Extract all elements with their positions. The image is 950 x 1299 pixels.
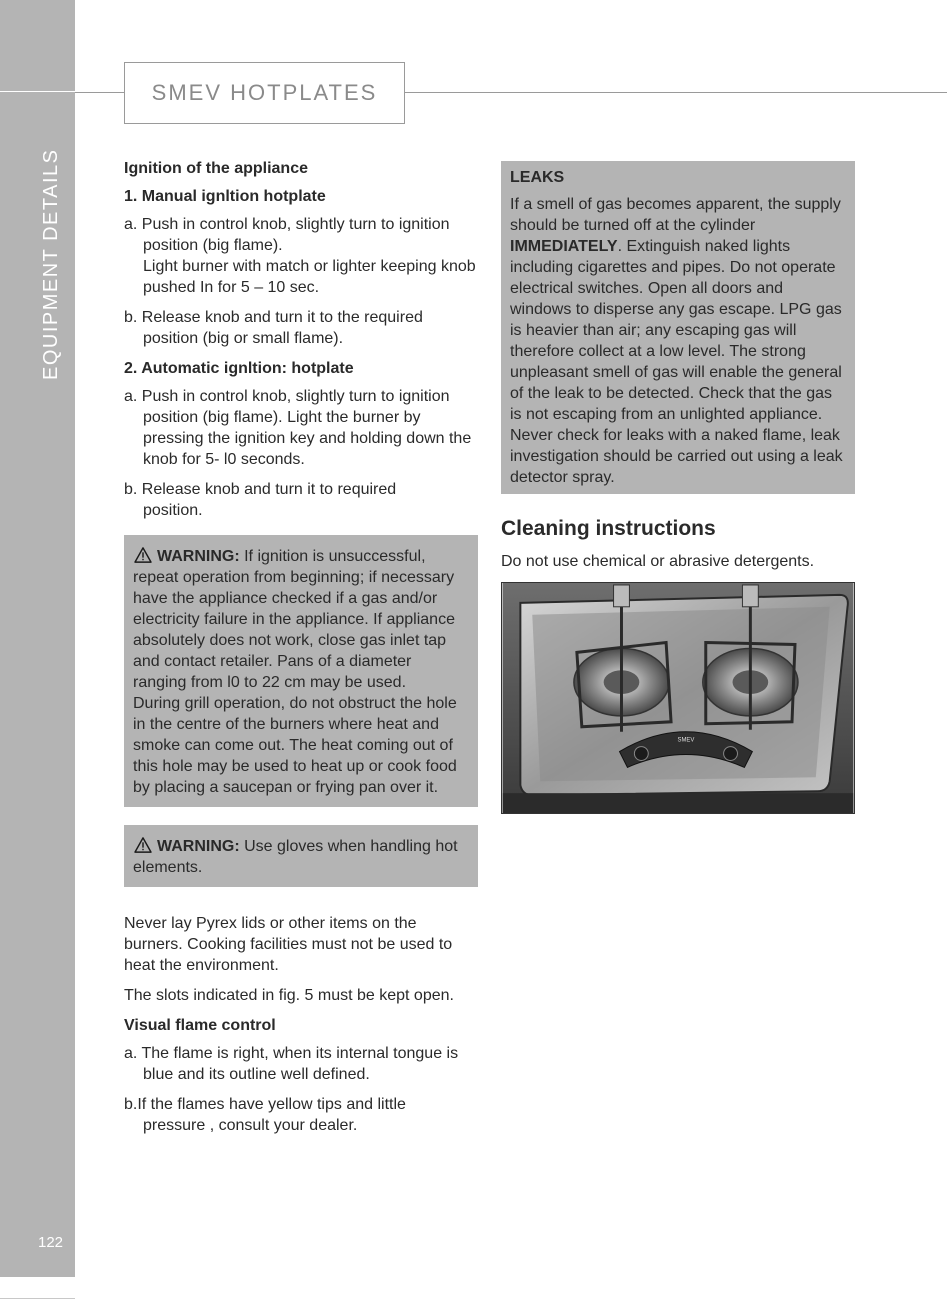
sidebar <box>0 0 75 1277</box>
visual-step-a <box>124 1043 478 1085</box>
visual-step-a-lead: a. The flame is right, when its internal tongue is <box>124 1045 459 1062</box>
page-title: SMEV HOTPLATES <box>151 80 378 105</box>
leaks-text <box>510 194 846 488</box>
manual-step-b <box>124 307 478 349</box>
warning-box-gloves <box>124 825 478 887</box>
warning-gloves-body: Use gloves when handling hot elements. <box>133 838 458 876</box>
warning-ignition-body: If ignition is unsuccessful, repeat operation from beginning; if necessary have the appliance checked if a gas and/or electricity failure in the appliance. If appliance absolutely does not work, close gas inlet tap and contact retailer. Pans of a diameter ranging from l0 to 22 cm may be used. <box>133 548 455 691</box>
manual-step-a-cont1: position (big flame). <box>143 237 283 254</box>
visual-step-b <box>124 1094 478 1136</box>
manual-step-a-cont2: Light burner with match or lighter keeping knob pushed In for 5 – 10 sec. <box>143 258 476 296</box>
visual-step-a-cont: blue and its outline well defined. <box>143 1066 370 1083</box>
warning-triangle-icon <box>133 547 153 563</box>
visual-step-b-lead: b.If the flames have yellow tips and little <box>124 1096 406 1113</box>
sidebar-divider <box>0 91 75 92</box>
warning-grill-body: During grill operation, do not obstruct the hole in the centre of the burners where heat and smoke can come out. The heat coming out of this hole may be used to heat up or cook food by placing a saucepan or frying pan over it. <box>133 695 457 796</box>
hinge-left <box>614 585 630 607</box>
sidebar-section-title: EQUIPMENT DETAILS <box>40 148 62 380</box>
page-number: 122 <box>38 1234 64 1251</box>
leaks-text-part2: . Extinguish naked lights including cigarettes and pipes. Do not operate electrical switches. Open all doors and windows to disperse any gas escape. LPG gas is heavier than air; any escaping gas will therefore collect at a low level. The strong unpleasant smell of gas will enable the general of the leak to be detected. Check that the gas is not escaping from an unlighted appliance. Never check for leaks with a naked flame, leak investigation should be carried out using a leak detector spray. <box>510 238 843 486</box>
manual-step-a-lead: a. Push in control knob, slightly turn to ignition <box>124 216 450 233</box>
hinge-right <box>742 585 758 607</box>
visual-flame-heading: Visual flame control <box>124 1017 276 1034</box>
warning-triangle-icon <box>133 837 153 853</box>
leaks-text-part1: If a smell of gas becomes apparent, the supply should be turned off at the cylinder <box>510 196 841 234</box>
automatic-ignition-heading: 2. Automatic ignltion: hotplate <box>124 360 354 377</box>
slots-paragraph: The slots indicated in fig. 5 must be kept open. <box>124 987 454 1004</box>
auto-step-a-lead: a. Push in control knob, slightly turn to ignition <box>124 388 450 405</box>
header-title-box <box>124 62 405 124</box>
leaks-emphasis: IMMEDIATELY <box>510 238 618 255</box>
leaks-box <box>501 161 855 494</box>
manual-step-b-cont: position (big or small flame). <box>143 330 344 347</box>
photo-brand-label: SMEV <box>677 737 695 744</box>
auto-step-a <box>124 386 478 470</box>
auto-step-b-cont: position. <box>143 502 203 519</box>
hotplate-photo <box>501 582 855 814</box>
control-knob-left <box>634 747 648 761</box>
manual-step-b-lead: b. Release knob and turn it to the required <box>124 309 423 326</box>
warning-label: WARNING: <box>157 838 240 855</box>
pyrex-paragraph: Never lay Pyrex lids or other items on the burners. Cooking facilities must not be used to heat the environment. <box>124 915 453 974</box>
warning-ignition-text <box>133 546 469 693</box>
cleaning-title: Cleaning instructions <box>501 517 716 540</box>
control-knob-right <box>724 747 738 761</box>
visual-step-b-cont: pressure , consult your dealer. <box>143 1117 358 1134</box>
manual-step-a <box>124 214 478 298</box>
warning-box-ignition <box>124 535 478 807</box>
auto-step-b <box>124 479 478 521</box>
auto-step-b-lead: b. Release knob and turn it to required <box>124 481 397 498</box>
cleaning-text: Do not use chemical or abrasive detergents. <box>501 553 815 570</box>
auto-step-a-cont: position (big flame). Light the burner by pressing the ignition key and holding down the knob for 5- l0 seconds. <box>143 409 472 468</box>
manual-ignition-heading: 1. Manual ignltion hotplate <box>124 188 326 205</box>
ignition-heading: Ignition of the appliance <box>124 160 308 177</box>
right-column <box>501 161 855 820</box>
left-column <box>124 158 478 1145</box>
warning-label: WARNING: <box>157 548 240 565</box>
leaks-title: LEAKS <box>510 169 565 186</box>
